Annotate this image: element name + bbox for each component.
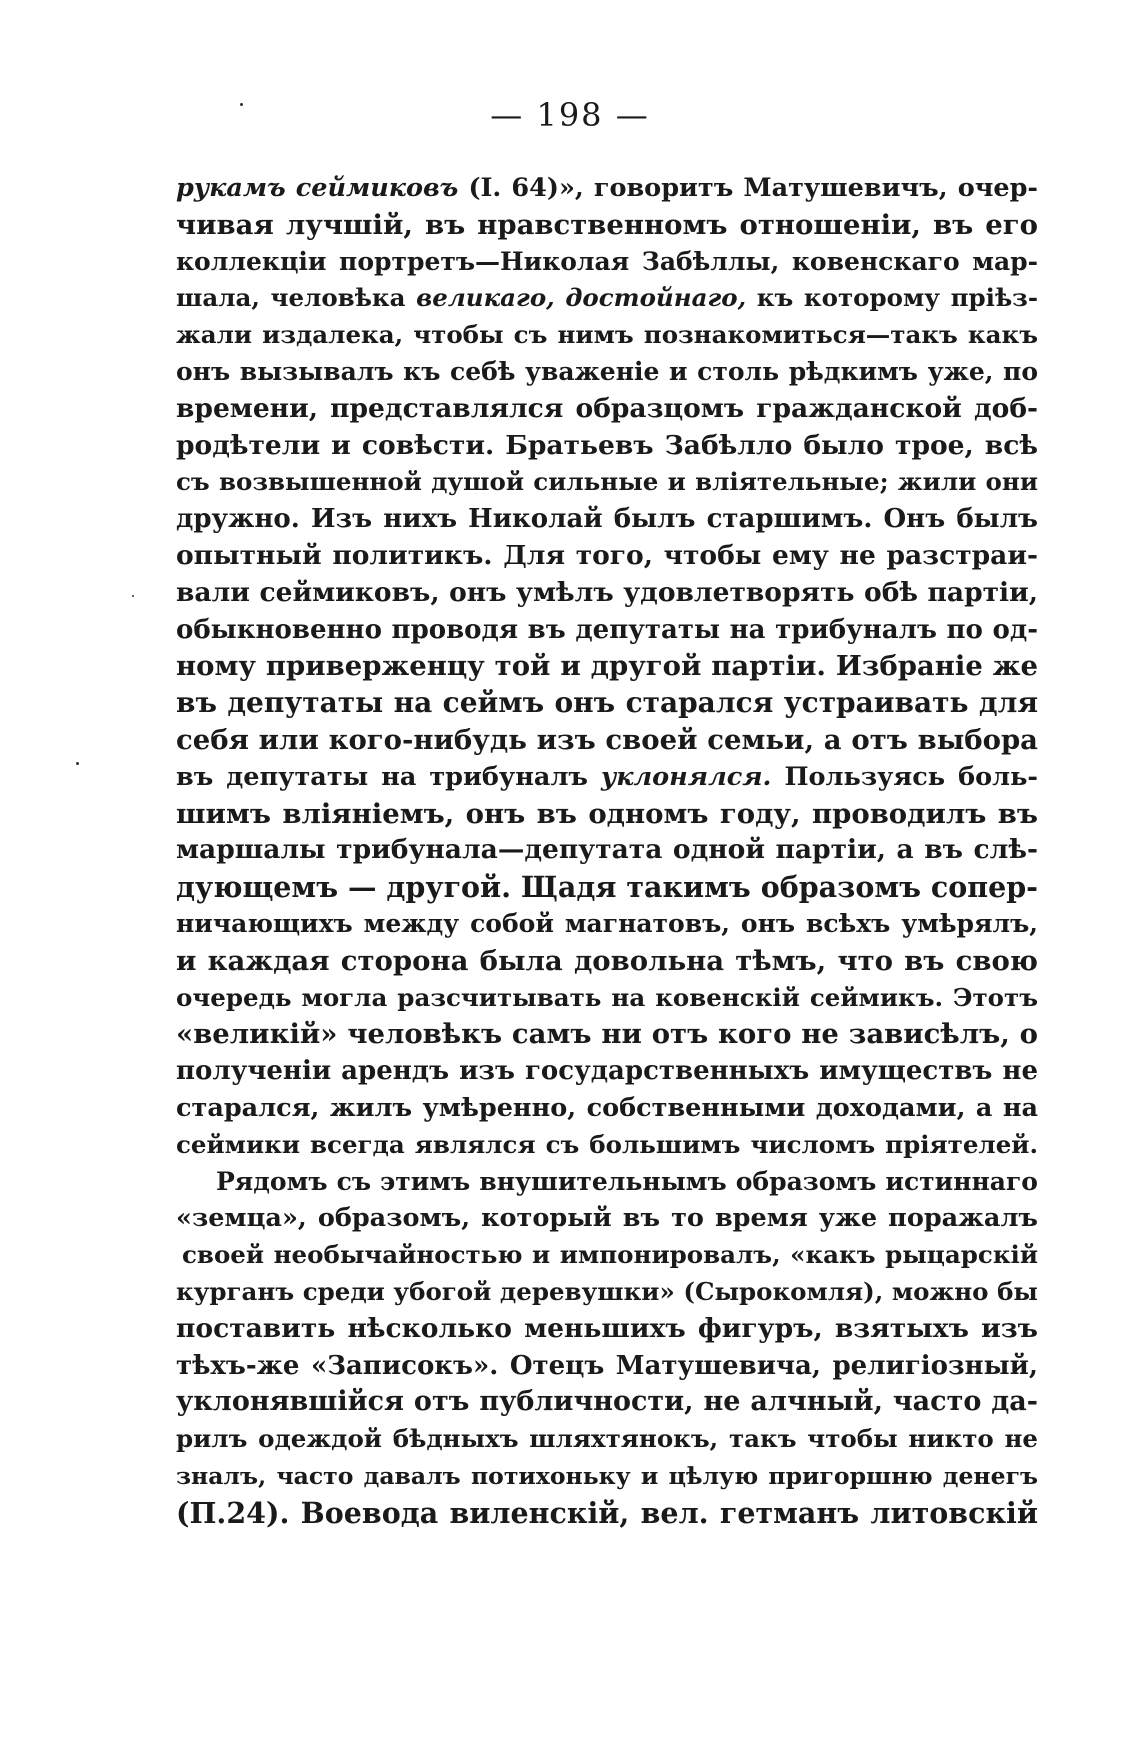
text-segment: рилъ одеждой бѣдныхъ шляхтянокъ, такъ чтобы никто не	[176, 1424, 1038, 1454]
text-segment: зналъ, часто давалъ потихоньку и цѣлую пригоршню денегъ	[176, 1461, 1038, 1490]
text-line	[176, 428, 1038, 465]
text-line	[176, 906, 1038, 943]
text-segment: ничающихъ между собой магнатовъ, онъ всѣхъ умѣрялъ,	[176, 908, 1038, 938]
text-line	[176, 1495, 1038, 1532]
text-line	[176, 207, 1038, 244]
page-number: — 198 —	[490, 96, 650, 134]
text-line	[176, 354, 1038, 391]
text-line	[176, 501, 1038, 538]
text-line	[176, 1164, 1038, 1201]
text-line	[176, 980, 1038, 1017]
ink-speck	[132, 595, 134, 597]
text-segment: шимъ вліяніемъ, онъ въ одномъ году, проводилъ въ	[176, 797, 1038, 830]
text-segment: своей необычайностью и импонировалъ, «какъ рыцарскій	[182, 1240, 1038, 1270]
text-segment: опытный политикъ. Для того, чтобы ему не разстраи-	[176, 539, 1038, 571]
text-segment: сеймики всегда являлся съ большимъ числомъ пріятелей.	[176, 1129, 1038, 1159]
text-segment: Рядомъ съ этимъ внушительнымъ образомъ истиннаго	[216, 1166, 1038, 1196]
text-segment: въ депутаты на трибуналъ	[176, 761, 601, 792]
text-segment: шала, человѣка	[176, 283, 417, 313]
text-segment: чивая лучшій, въ нравственномъ отношеніи, въ его	[176, 208, 1038, 241]
text-segment: онъ вызывалъ къ себѣ уваженіе и столь рѣдкимъ уже, по	[176, 356, 1038, 386]
text-line	[176, 722, 1038, 759]
text-line	[176, 1458, 1038, 1495]
text-line	[176, 1274, 1038, 1311]
text-line	[176, 796, 1038, 833]
text-segment: съ возвышенной душой сильные и вліятельные; жили они	[176, 467, 1038, 497]
text-segment: ному приверженцу той и другой партіи. Избраніе же	[176, 650, 1038, 683]
text-segment: къ которому пріѣз-	[746, 283, 1038, 313]
text-line	[176, 1421, 1038, 1458]
text-segment: курганъ среди убогой деревушки» (Сырокомля), можно бы	[176, 1276, 1038, 1306]
text-segment: дующемъ — другой. Щадя такимъ образомъ сопер-	[176, 870, 1038, 905]
text-segment: маршалы трибунала—депутата одной партіи, а въ слѣ-	[176, 834, 1038, 866]
text-line	[176, 280, 1038, 317]
text-line	[176, 832, 1038, 869]
text-line	[176, 612, 1038, 649]
text-line	[176, 648, 1038, 685]
text-line	[176, 869, 1038, 906]
text-line	[176, 1200, 1038, 1237]
text-line	[176, 1090, 1038, 1127]
paragraph	[176, 1164, 1038, 1532]
text-segment: обыкновенно проводя въ депутаты на трибуналъ по од-	[176, 614, 1038, 645]
text-segment: (П.24). Воевода виленскій, вел. гетманъ литовскій	[176, 1495, 1038, 1530]
text-segment: (I. 64)», говоритъ Матушевичъ, очер-	[458, 173, 1038, 203]
italic-text: рукамъ сеймиковъ	[176, 173, 459, 203]
text-line	[176, 244, 1038, 281]
italic-text: уклонялся.	[601, 761, 772, 792]
body-text	[176, 170, 1038, 1531]
text-line	[176, 575, 1038, 612]
text-line	[176, 1053, 1038, 1090]
paragraph	[176, 170, 1038, 1164]
text-segment: себя или кого-нибудь изъ своей семьи, а отъ выбора	[176, 723, 1038, 756]
text-line	[176, 1311, 1038, 1348]
ink-speck	[240, 103, 243, 106]
text-segment: коллекціи портретъ—Николая Забѣллы, ковенскаго мар-	[176, 246, 1038, 276]
text-line	[176, 1127, 1038, 1164]
text-line	[176, 943, 1038, 980]
text-segment: и каждая сторона была довольна тѣмъ, что въ свою	[176, 944, 1038, 977]
text-segment: «великій» человѣкъ самъ ни отъ кого не зависѣлъ, о	[176, 1018, 1038, 1051]
text-line	[176, 170, 1038, 207]
text-line	[176, 1237, 1038, 1274]
text-line	[176, 1384, 1038, 1421]
text-segment: полученіи арендъ изъ государственныхъ имуществъ не	[176, 1056, 1038, 1087]
text-line	[176, 391, 1038, 428]
text-segment: вали сеймиковъ, онъ умѣлъ удовлетворять обѣ партіи,	[176, 576, 1038, 608]
text-segment: жали издалека, чтобы съ нимъ познакомиться—такъ какъ	[176, 320, 1038, 350]
text-segment: родѣтели и совѣсти. Братьевъ Забѣлло было трое, всѣ	[176, 429, 1038, 461]
text-segment: старался, жилъ умѣренно, собственными доходами, а на	[176, 1092, 1038, 1123]
text-segment: уклонявшійся отъ публичности, не алчный, часто да-	[176, 1386, 1038, 1418]
text-segment: тѣхъ-же «Записокъ». Отецъ Матушевича, религіозный,	[176, 1350, 1038, 1381]
text-segment: «земца», образомъ, который въ то время уже поражалъ	[176, 1203, 1038, 1234]
text-segment: Пользуясь боль-	[771, 761, 1038, 792]
text-line	[176, 685, 1038, 722]
ink-speck	[76, 762, 79, 765]
text-line	[176, 317, 1038, 354]
text-segment: дружно. Изъ нихъ Николай былъ старшимъ. Онъ былъ	[176, 504, 1038, 535]
text-segment: очередь могла разсчитывать на ковенскій сеймикъ. Этотъ	[176, 982, 1038, 1012]
text-line	[176, 464, 1038, 501]
italic-text: великаго, достойнаго,	[416, 283, 747, 313]
text-line	[176, 1016, 1038, 1053]
text-line	[176, 1348, 1038, 1385]
text-segment: въ депутаты на сеймъ онъ старался устраивать для	[176, 686, 1038, 720]
text-segment: поставить нѣсколько меньшихъ фигуръ, взятыхъ изъ	[176, 1312, 1038, 1344]
text-line	[176, 538, 1038, 575]
text-segment: времени, представлялся образцомъ гражданской доб-	[176, 392, 1038, 424]
text-line	[176, 759, 1038, 796]
